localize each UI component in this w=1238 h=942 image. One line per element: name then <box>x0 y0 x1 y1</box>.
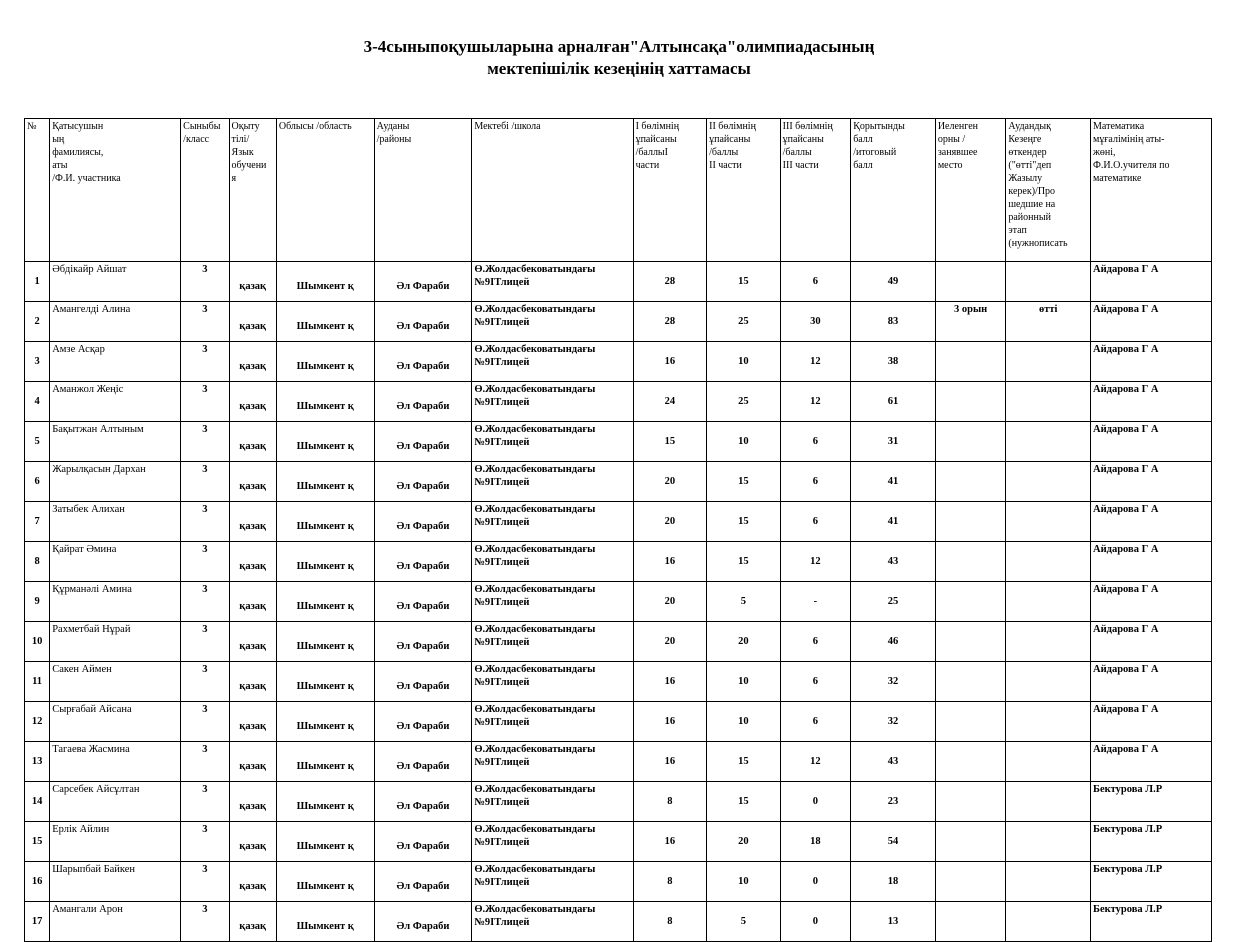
row-number: 11 <box>25 662 50 702</box>
grade-cell: 3 <box>181 822 229 862</box>
participant-name: Сырғабай Айсана <box>50 702 181 742</box>
teacher-name: Айдарова Г А <box>1091 542 1212 582</box>
grade-cell: 3 <box>181 462 229 502</box>
table-row <box>25 862 1212 902</box>
row-number: 5 <box>25 422 50 462</box>
part2-score: 5 <box>707 582 781 622</box>
part2-score: 10 <box>707 862 781 902</box>
district-cell: Әл Фараби <box>374 782 472 822</box>
district-cell: Әл Фараби <box>374 542 472 582</box>
total-score: 83 <box>851 302 936 342</box>
part3-score: 12 <box>780 542 851 582</box>
language-cell: қазақ <box>229 822 276 862</box>
region-cell: Шымкент қ <box>276 342 374 382</box>
school-cell: Ө.Жолдасбековатындағы №9ІТлицей <box>472 582 633 622</box>
total-score: 54 <box>851 822 936 862</box>
language-cell: қазақ <box>229 582 276 622</box>
grade-cell: 3 <box>181 582 229 622</box>
region-cell: Шымкент қ <box>276 582 374 622</box>
page-title <box>0 36 1238 80</box>
participant-name: Қайрат Әмина <box>50 542 181 582</box>
grade-cell: 3 <box>181 502 229 542</box>
language-cell: қазақ <box>229 422 276 462</box>
part1-score: 16 <box>633 542 707 582</box>
school-cell: Ө.Жолдасбековатындағы №9ІТлицей <box>472 342 633 382</box>
part3-score: 18 <box>780 822 851 862</box>
passed-cell <box>1006 582 1091 622</box>
part2-score: 10 <box>707 422 781 462</box>
part1-score: 28 <box>633 262 707 302</box>
table-row <box>25 822 1212 862</box>
participant-name: Жарылқасын Дархан <box>50 462 181 502</box>
teacher-name: Бектурова Л.Р <box>1091 782 1212 822</box>
district-cell: Әл Фараби <box>374 302 472 342</box>
passed-cell <box>1006 902 1091 942</box>
part1-score: 16 <box>633 702 707 742</box>
part3-score: 6 <box>780 702 851 742</box>
district-cell: Әл Фараби <box>374 262 472 302</box>
row-number: 7 <box>25 502 50 542</box>
table-row <box>25 782 1212 822</box>
grade-cell: 3 <box>181 662 229 702</box>
grade-cell: 3 <box>181 342 229 382</box>
place-cell <box>935 262 1006 302</box>
school-cell: Ө.Жолдасбековатындағы №9ІТлицей <box>472 302 633 342</box>
header-cell: Ауданы /районы <box>374 119 472 262</box>
header-cell: Оқыту тілі/ Язык обучени я <box>229 119 276 262</box>
language-cell: қазақ <box>229 782 276 822</box>
teacher-name: Айдарова Г А <box>1091 462 1212 502</box>
region-cell: Шымкент қ <box>276 262 374 302</box>
passed-cell <box>1006 342 1091 382</box>
participant-name: Шарыпбай Байкен <box>50 862 181 902</box>
part1-score: 20 <box>633 622 707 662</box>
part1-score: 8 <box>633 902 707 942</box>
grade-cell: 3 <box>181 302 229 342</box>
part2-score: 25 <box>707 302 781 342</box>
teacher-name: Айдарова Г А <box>1091 622 1212 662</box>
place-cell: 3 орын <box>935 302 1006 342</box>
passed-cell <box>1006 662 1091 702</box>
table-row <box>25 582 1212 622</box>
region-cell: Шымкент қ <box>276 822 374 862</box>
row-number: 16 <box>25 862 50 902</box>
part3-score: 6 <box>780 262 851 302</box>
language-cell: қазақ <box>229 702 276 742</box>
participant-name: Әбдікайр Айшат <box>50 262 181 302</box>
part3-score: 12 <box>780 382 851 422</box>
place-cell <box>935 342 1006 382</box>
participant-name: Амангали Арон <box>50 902 181 942</box>
total-score: 43 <box>851 742 936 782</box>
table-row <box>25 302 1212 342</box>
school-cell: Ө.Жолдасбековатындағы №9ІТлицей <box>472 462 633 502</box>
header-cell: I бөлімнің ұпайсаны /баллыI части <box>633 119 707 262</box>
teacher-name: Айдарова Г А <box>1091 702 1212 742</box>
region-cell: Шымкент қ <box>276 382 374 422</box>
teacher-name: Айдарова Г А <box>1091 742 1212 782</box>
district-cell: Әл Фараби <box>374 422 472 462</box>
grade-cell: 3 <box>181 422 229 462</box>
total-score: 49 <box>851 262 936 302</box>
teacher-name: Айдарова Г А <box>1091 422 1212 462</box>
region-cell: Шымкент қ <box>276 422 374 462</box>
place-cell <box>935 902 1006 942</box>
row-number: 3 <box>25 342 50 382</box>
language-cell: қазақ <box>229 742 276 782</box>
row-number: 1 <box>25 262 50 302</box>
participant-name: Амзе Асқар <box>50 342 181 382</box>
part3-score: 6 <box>780 622 851 662</box>
total-score: 25 <box>851 582 936 622</box>
region-cell: Шымкент қ <box>276 862 374 902</box>
region-cell: Шымкент қ <box>276 662 374 702</box>
place-cell <box>935 622 1006 662</box>
language-cell: қазақ <box>229 502 276 542</box>
participant-name: Рахметбай Нұрай <box>50 622 181 662</box>
part1-score: 8 <box>633 782 707 822</box>
part2-score: 5 <box>707 902 781 942</box>
part2-score: 15 <box>707 782 781 822</box>
school-cell: Ө.Жолдасбековатындағы №9ІТлицей <box>472 822 633 862</box>
header-cell: Сыныбы /класс <box>181 119 229 262</box>
region-cell: Шымкент қ <box>276 622 374 662</box>
part3-score: 0 <box>780 782 851 822</box>
row-number: 10 <box>25 622 50 662</box>
header-cell: Аудандық Кезеңге өткендер ("өтті"деп Жазылу керек)/Про шедшие на районный этап (нужнописать <box>1006 119 1091 262</box>
participant-name: Тагаева Жасмина <box>50 742 181 782</box>
part1-score: 16 <box>633 742 707 782</box>
header-cell: Математика мұғалімінің аты- жөні, Ф.И.О.учителя по математике <box>1091 119 1212 262</box>
row-number: 17 <box>25 902 50 942</box>
part1-score: 20 <box>633 462 707 502</box>
table-row <box>25 742 1212 782</box>
title-line-1: 3-4сыныпоқушыларына арналған"Алтынсақа"олимпиадасының <box>363 37 875 56</box>
table-row <box>25 262 1212 302</box>
part3-score: 0 <box>780 902 851 942</box>
teacher-name: Бектурова Л.Р <box>1091 862 1212 902</box>
passed-cell <box>1006 702 1091 742</box>
region-cell: Шымкент қ <box>276 702 374 742</box>
region-cell: Шымкент қ <box>276 462 374 502</box>
school-cell: Ө.Жолдасбековатындағы №9ІТлицей <box>472 542 633 582</box>
table-row <box>25 902 1212 942</box>
total-score: 32 <box>851 702 936 742</box>
part2-score: 10 <box>707 342 781 382</box>
total-score: 43 <box>851 542 936 582</box>
table-row <box>25 702 1212 742</box>
header-cell: Облысы /область <box>276 119 374 262</box>
passed-cell <box>1006 622 1091 662</box>
total-score: 23 <box>851 782 936 822</box>
school-cell: Ө.Жолдасбековатындағы №9ІТлицей <box>472 262 633 302</box>
grade-cell: 3 <box>181 902 229 942</box>
table-row <box>25 382 1212 422</box>
part2-score: 15 <box>707 502 781 542</box>
place-cell <box>935 422 1006 462</box>
total-score: 46 <box>851 622 936 662</box>
grade-cell: 3 <box>181 742 229 782</box>
grade-cell: 3 <box>181 622 229 662</box>
passed-cell <box>1006 782 1091 822</box>
part1-score: 20 <box>633 582 707 622</box>
teacher-name: Бектурова Л.Р <box>1091 902 1212 942</box>
part2-score: 10 <box>707 662 781 702</box>
school-cell: Ө.Жолдасбековатындағы №9ІТлицей <box>472 422 633 462</box>
table-body <box>25 262 1212 942</box>
table-row <box>25 622 1212 662</box>
grade-cell: 3 <box>181 542 229 582</box>
school-cell: Ө.Жолдасбековатындағы №9ІТлицей <box>472 902 633 942</box>
header-cell: Мектебі /школа <box>472 119 633 262</box>
place-cell <box>935 502 1006 542</box>
part1-score: 24 <box>633 382 707 422</box>
district-cell: Әл Фараби <box>374 502 472 542</box>
district-cell: Әл Фараби <box>374 622 472 662</box>
part2-score: 15 <box>707 262 781 302</box>
school-cell: Ө.Жолдасбековатындағы №9ІТлицей <box>472 622 633 662</box>
language-cell: қазақ <box>229 902 276 942</box>
results-table <box>24 118 1212 942</box>
participant-name: Амангелді Алина <box>50 302 181 342</box>
part1-score: 16 <box>633 662 707 702</box>
part2-score: 15 <box>707 542 781 582</box>
table-row <box>25 662 1212 702</box>
total-score: 31 <box>851 422 936 462</box>
table-row <box>25 462 1212 502</box>
part3-score: 0 <box>780 862 851 902</box>
row-number: 12 <box>25 702 50 742</box>
region-cell: Шымкент қ <box>276 782 374 822</box>
place-cell <box>935 462 1006 502</box>
region-cell: Шымкент қ <box>276 742 374 782</box>
total-score: 38 <box>851 342 936 382</box>
header-cell: II бөлімнің ұпайсаны /баллы II части <box>707 119 781 262</box>
total-score: 13 <box>851 902 936 942</box>
district-cell: Әл Фараби <box>374 702 472 742</box>
row-number: 8 <box>25 542 50 582</box>
participant-name: Құрманәлі Амина <box>50 582 181 622</box>
region-cell: Шымкент қ <box>276 902 374 942</box>
school-cell: Ө.Жолдасбековатындағы №9ІТлицей <box>472 782 633 822</box>
place-cell <box>935 582 1006 622</box>
teacher-name: Айдарова Г А <box>1091 582 1212 622</box>
school-cell: Ө.Жолдасбековатындағы №9ІТлицей <box>472 662 633 702</box>
language-cell: қазақ <box>229 302 276 342</box>
teacher-name: Айдарова Г А <box>1091 302 1212 342</box>
total-score: 41 <box>851 462 936 502</box>
part1-score: 28 <box>633 302 707 342</box>
part3-score: 12 <box>780 742 851 782</box>
part3-score: 6 <box>780 502 851 542</box>
region-cell: Шымкент қ <box>276 542 374 582</box>
language-cell: қазақ <box>229 622 276 662</box>
header-cell: Қорытынды балл /итоговый балл <box>851 119 936 262</box>
region-cell: Шымкент қ <box>276 502 374 542</box>
passed-cell <box>1006 382 1091 422</box>
participant-name: Затыбек Алихан <box>50 502 181 542</box>
row-number: 6 <box>25 462 50 502</box>
teacher-name: Айдарова Г А <box>1091 502 1212 542</box>
table-row <box>25 342 1212 382</box>
participant-name: Сакен Аймен <box>50 662 181 702</box>
part2-score: 10 <box>707 702 781 742</box>
language-cell: қазақ <box>229 862 276 902</box>
part1-score: 15 <box>633 422 707 462</box>
part2-score: 15 <box>707 742 781 782</box>
passed-cell <box>1006 262 1091 302</box>
district-cell: Әл Фараби <box>374 462 472 502</box>
teacher-name: Айдарова Г А <box>1091 342 1212 382</box>
part2-score: 25 <box>707 382 781 422</box>
passed-cell <box>1006 742 1091 782</box>
part3-score: 6 <box>780 662 851 702</box>
participant-name: Аманжол Жеңіс <box>50 382 181 422</box>
teacher-name: Айдарова Г А <box>1091 262 1212 302</box>
place-cell <box>935 862 1006 902</box>
passed-cell <box>1006 822 1091 862</box>
table-header-row <box>25 119 1212 262</box>
row-number: 15 <box>25 822 50 862</box>
place-cell <box>935 662 1006 702</box>
district-cell: Әл Фараби <box>374 822 472 862</box>
passed-cell <box>1006 422 1091 462</box>
district-cell: Әл Фараби <box>374 662 472 702</box>
language-cell: қазақ <box>229 382 276 422</box>
grade-cell: 3 <box>181 262 229 302</box>
district-cell: Әл Фараби <box>374 342 472 382</box>
total-score: 61 <box>851 382 936 422</box>
part3-score: - <box>780 582 851 622</box>
passed-cell <box>1006 502 1091 542</box>
grade-cell: 3 <box>181 862 229 902</box>
table-row <box>25 502 1212 542</box>
district-cell: Әл Фараби <box>374 742 472 782</box>
place-cell <box>935 542 1006 582</box>
teacher-name: Айдарова Г А <box>1091 382 1212 422</box>
total-score: 32 <box>851 662 936 702</box>
header-cell: Иеленген орны / занявшее место <box>935 119 1006 262</box>
language-cell: қазақ <box>229 462 276 502</box>
school-cell: Ө.Жолдасбековатындағы №9ІТлицей <box>472 702 633 742</box>
total-score: 18 <box>851 862 936 902</box>
row-number: 13 <box>25 742 50 782</box>
passed-cell <box>1006 862 1091 902</box>
teacher-name: Бектурова Л.Р <box>1091 822 1212 862</box>
row-number: 9 <box>25 582 50 622</box>
participant-name: Бақытжан Алтыным <box>50 422 181 462</box>
part2-score: 20 <box>707 822 781 862</box>
district-cell: Әл Фараби <box>374 382 472 422</box>
language-cell: қазақ <box>229 342 276 382</box>
language-cell: қазақ <box>229 262 276 302</box>
row-number: 2 <box>25 302 50 342</box>
part2-score: 20 <box>707 622 781 662</box>
part2-score: 15 <box>707 462 781 502</box>
place-cell <box>935 382 1006 422</box>
part3-score: 30 <box>780 302 851 342</box>
school-cell: Ө.Жолдасбековатындағы №9ІТлицей <box>472 742 633 782</box>
district-cell: Әл Фараби <box>374 862 472 902</box>
part3-score: 12 <box>780 342 851 382</box>
school-cell: Ө.Жолдасбековатындағы №9ІТлицей <box>472 502 633 542</box>
participant-name: Ерлік Айлин <box>50 822 181 862</box>
passed-cell <box>1006 542 1091 582</box>
part1-score: 16 <box>633 822 707 862</box>
place-cell <box>935 782 1006 822</box>
table-row <box>25 542 1212 582</box>
district-cell: Әл Фараби <box>374 582 472 622</box>
part3-score: 6 <box>780 422 851 462</box>
place-cell <box>935 702 1006 742</box>
teacher-name: Айдарова Г А <box>1091 662 1212 702</box>
language-cell: қазақ <box>229 662 276 702</box>
passed-cell: өтті <box>1006 302 1091 342</box>
part1-score: 20 <box>633 502 707 542</box>
row-number: 4 <box>25 382 50 422</box>
total-score: 41 <box>851 502 936 542</box>
table-row <box>25 422 1212 462</box>
passed-cell <box>1006 462 1091 502</box>
grade-cell: 3 <box>181 702 229 742</box>
region-cell: Шымкент қ <box>276 302 374 342</box>
place-cell <box>935 822 1006 862</box>
header-cell: Қатысушын ың фамилиясы, аты /Ф.И. участника <box>50 119 181 262</box>
school-cell: Ө.Жолдасбековатындағы №9ІТлицей <box>472 382 633 422</box>
place-cell <box>935 742 1006 782</box>
grade-cell: 3 <box>181 382 229 422</box>
part3-score: 6 <box>780 462 851 502</box>
row-number: 14 <box>25 782 50 822</box>
language-cell: қазақ <box>229 542 276 582</box>
part1-score: 16 <box>633 342 707 382</box>
header-cell: III бөлімнің ұпайсаны /баллы III части <box>780 119 851 262</box>
header-cell: № <box>25 119 50 262</box>
district-cell: Әл Фараби <box>374 902 472 942</box>
title-line-2: мектепішілік кезеңінің хаттамасы <box>487 59 751 78</box>
school-cell: Ө.Жолдасбековатындағы №9ІТлицей <box>472 862 633 902</box>
grade-cell: 3 <box>181 782 229 822</box>
part1-score: 8 <box>633 862 707 902</box>
participant-name: Сарсебек Айсұлтан <box>50 782 181 822</box>
